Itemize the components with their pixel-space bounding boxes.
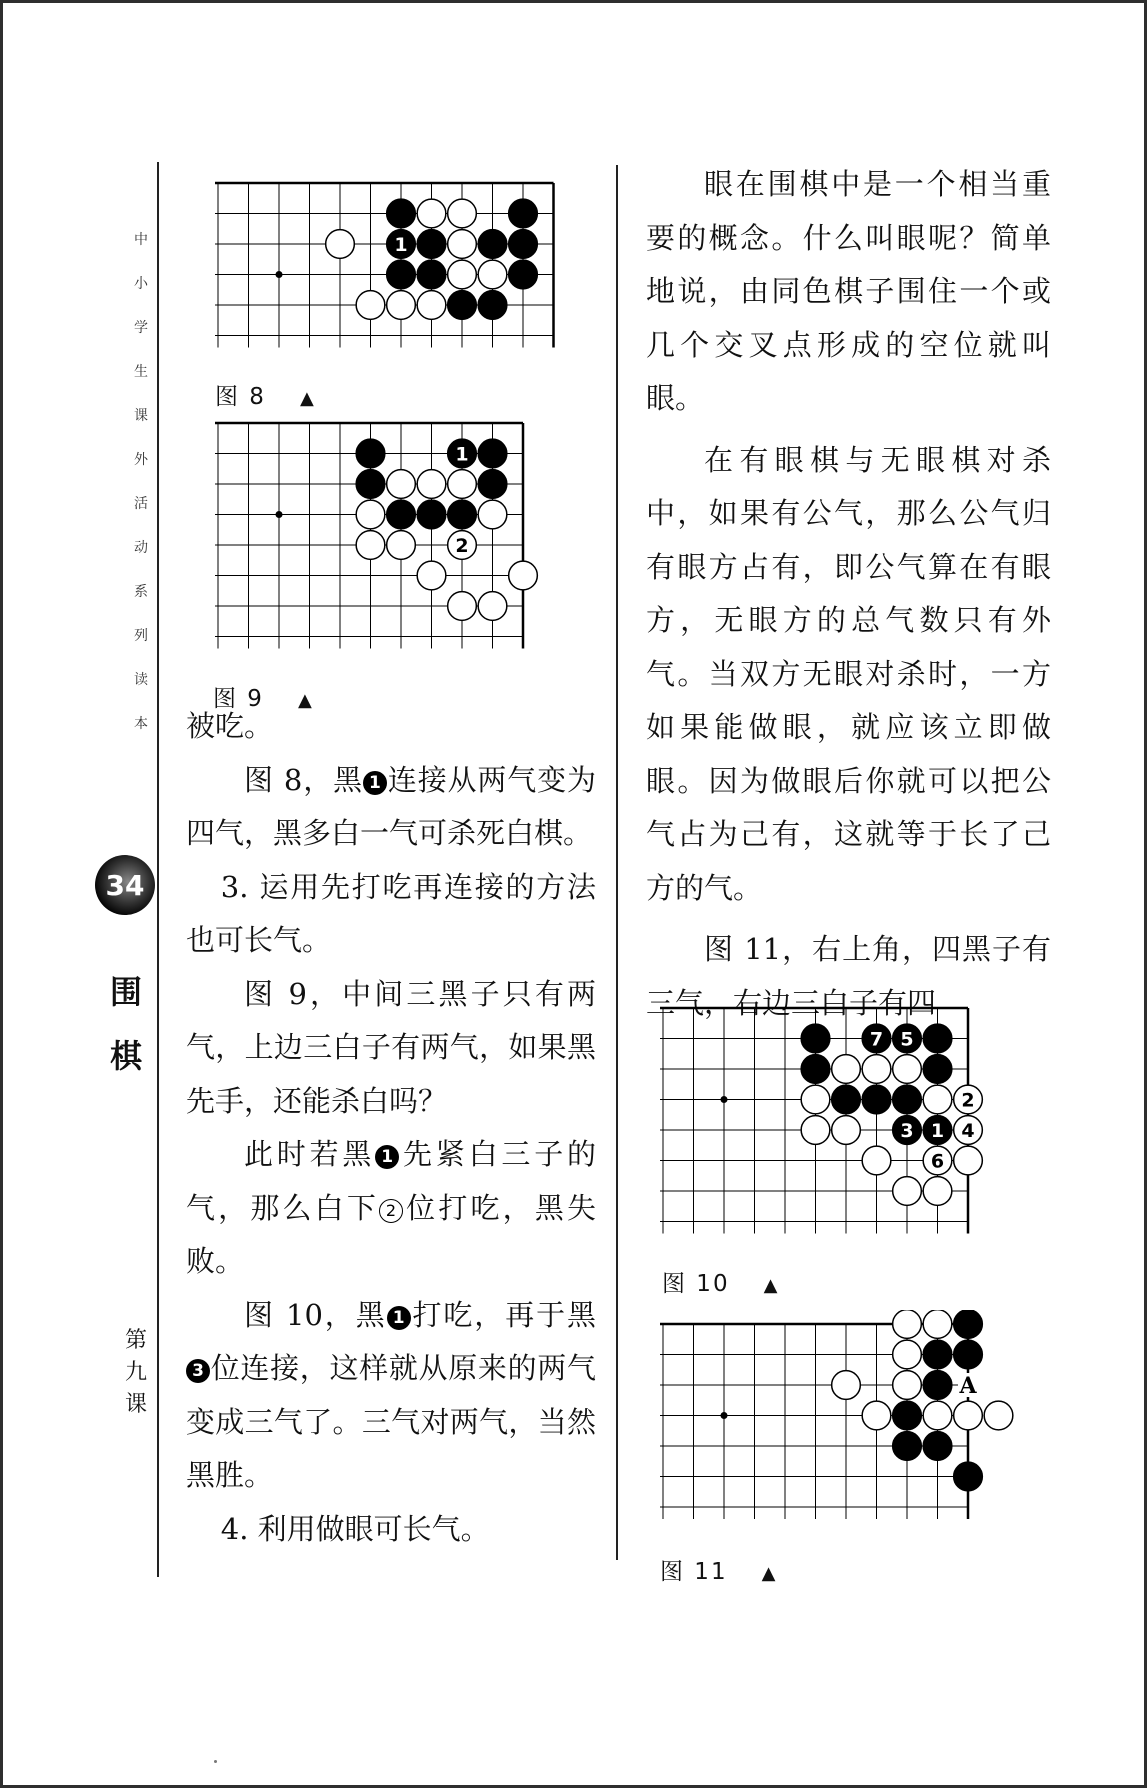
white-stone <box>862 1146 891 1175</box>
white-stone <box>417 291 446 320</box>
black-stone <box>417 230 446 259</box>
move-number: 1 <box>394 234 408 256</box>
black-stone <box>509 230 538 259</box>
lesson-label-vertical: 第 九 课 <box>124 1328 147 1417</box>
white-stone <box>448 260 477 289</box>
white-stone <box>832 1055 861 1084</box>
move-number: 7 <box>869 1028 884 1051</box>
right-column-text <box>646 158 1051 1030</box>
black-stone <box>923 1024 952 1053</box>
white-stone <box>832 1116 861 1145</box>
series-title-vertical: 中 小 学 生 课 外 活 动 系 列 读 本 <box>134 232 148 732</box>
black-stone <box>417 260 446 289</box>
white-stone <box>356 531 385 560</box>
white-stone <box>923 1401 952 1430</box>
fig9-caption: 图 9 ▲ <box>213 686 314 712</box>
white-stone <box>893 1310 922 1338</box>
black-stone <box>893 1432 922 1461</box>
fig11-caption: 图 11 ▲ <box>660 1559 778 1585</box>
white-stone-mark: 2 <box>379 1199 403 1223</box>
white-stone <box>448 199 477 228</box>
white-stone <box>356 291 385 320</box>
fig8-caption: 图 8 ▲ <box>215 384 316 410</box>
white-stone <box>356 500 385 529</box>
black-stone <box>478 230 507 259</box>
move-number: 2 <box>455 535 469 557</box>
black-stone <box>923 1432 952 1461</box>
column-divider <box>616 165 618 1560</box>
black-stone <box>448 291 477 320</box>
white-stone <box>893 1340 922 1369</box>
black-stone-mark: 1 <box>363 771 387 795</box>
black-stone <box>801 1024 830 1053</box>
black-stone <box>478 439 507 468</box>
black-stone <box>893 1085 922 1114</box>
book-title-vertical: 围 棋 <box>109 973 142 1075</box>
fig10-caption: 图 10 ▲ <box>662 1271 780 1297</box>
black-stone <box>954 1340 983 1369</box>
white-stone <box>509 561 538 590</box>
star-point <box>276 511 283 518</box>
white-stone <box>387 531 416 560</box>
paragraph: 眼在围棋中是一个相当重要的概念。什么叫眼呢？简单地说，由同色棋子围住一个或几个交叉点形成的空位就叫眼。 <box>646 167 1051 415</box>
black-stone <box>862 1085 891 1114</box>
white-stone <box>478 500 507 529</box>
move-number: 6 <box>930 1150 945 1173</box>
white-stone <box>801 1085 830 1114</box>
white-stone <box>387 470 416 499</box>
move-number: 2 <box>961 1089 975 1112</box>
white-stone <box>862 1401 891 1430</box>
black-stone <box>478 470 507 499</box>
black-stone <box>954 1310 983 1338</box>
paragraph: 3. 运用先打吃再连接的方法也可长气。 <box>186 869 596 957</box>
white-stone <box>923 1085 952 1114</box>
paragraph: 被吃。 <box>186 709 274 743</box>
white-stone <box>832 1371 861 1400</box>
black-stone-mark: 1 <box>387 1306 411 1330</box>
black-stone <box>356 439 385 468</box>
white-stone <box>893 1055 922 1084</box>
paragraph: 4. 利用做眼可长气。 <box>220 1511 490 1546</box>
black-stone <box>387 500 416 529</box>
move-number: 4 <box>961 1120 975 1142</box>
white-stone <box>893 1177 922 1206</box>
paragraph: 图 8，黑 1 连接从两气变为四气，黑多白一气可杀死白棋。 <box>186 762 596 850</box>
paragraph: 图 9，中间三黑子只有两气，上边三白子有两气，如果黑先手，还能杀白吗？ <box>186 976 596 1118</box>
white-stone <box>923 1177 952 1206</box>
black-stone <box>832 1085 861 1114</box>
white-stone <box>954 1401 983 1430</box>
white-stone <box>954 1146 983 1175</box>
white-stone <box>417 561 446 590</box>
white-stone <box>478 592 507 621</box>
black-stone <box>923 1340 952 1369</box>
black-stone-mark: 3 <box>186 1359 210 1383</box>
white-stone <box>417 470 446 499</box>
black-stone <box>923 1371 952 1400</box>
move-number: 5 <box>900 1028 914 1051</box>
black-stone <box>509 199 538 228</box>
move-number: 1 <box>930 1120 945 1142</box>
white-stone <box>984 1401 1013 1430</box>
white-stone <box>387 291 416 320</box>
paragraph: 图 10，黑 1 打吃，再于黑3 位连接，这样就从原来的两气变成三气了。三气对两气，当然黑胜。 <box>186 1297 596 1492</box>
black-stone <box>356 470 385 499</box>
go-board-fig10 <box>660 1005 1020 1240</box>
black-stone <box>893 1401 922 1430</box>
move-number: 3 <box>900 1120 914 1142</box>
white-stone <box>923 1310 952 1338</box>
go-board-fig9 <box>215 420 565 655</box>
paragraph: 在有眼棋与无眼棋对杀中，如果有公气，那么公气归有眼方占有，即公气算在有眼方，无眼方的总气数只有外气。当双方无眼对杀时，一方如果能做眼，就应该立即做眼。因为做眼后你就可以把公气占为己有，这就等于长了己方的气。 <box>646 442 1051 905</box>
paragraph: 此时若黑 1 先紧白三子的气，那么白下 2 位打吃，黑失败。 <box>186 1137 596 1278</box>
white-stone <box>417 199 446 228</box>
black-stone <box>387 260 416 289</box>
left-column-text <box>186 700 596 1556</box>
go-board-fig8 <box>215 180 565 355</box>
black-stone <box>478 291 507 320</box>
white-stone <box>478 260 507 289</box>
black-stone <box>387 199 416 228</box>
black-stone <box>954 1462 983 1491</box>
page-number-badge: 34 <box>95 855 155 915</box>
black-stone <box>923 1055 952 1084</box>
white-stone <box>448 592 477 621</box>
star-point <box>721 1096 728 1103</box>
white-stone <box>893 1371 922 1400</box>
white-stone <box>862 1055 891 1084</box>
star-point <box>721 1412 728 1419</box>
black-stone <box>417 500 446 529</box>
white-stone <box>801 1116 830 1145</box>
go-board-fig11 <box>660 1310 1030 1525</box>
white-stone <box>448 470 477 499</box>
margin-rule <box>157 162 159 1577</box>
white-stone <box>448 230 477 259</box>
move-number: 1 <box>455 443 469 466</box>
white-stone <box>326 230 355 259</box>
scan-speck <box>214 1760 217 1763</box>
black-stone <box>801 1055 830 1084</box>
black-stone <box>509 260 538 289</box>
black-stone <box>448 500 477 529</box>
black-stone-mark: 1 <box>375 1145 399 1169</box>
paragraph: 图 11，右上角，四黑子有三气，右边三白子有四 <box>646 932 1051 1020</box>
star-point <box>276 271 283 278</box>
point-label-a: A <box>959 1373 977 1399</box>
